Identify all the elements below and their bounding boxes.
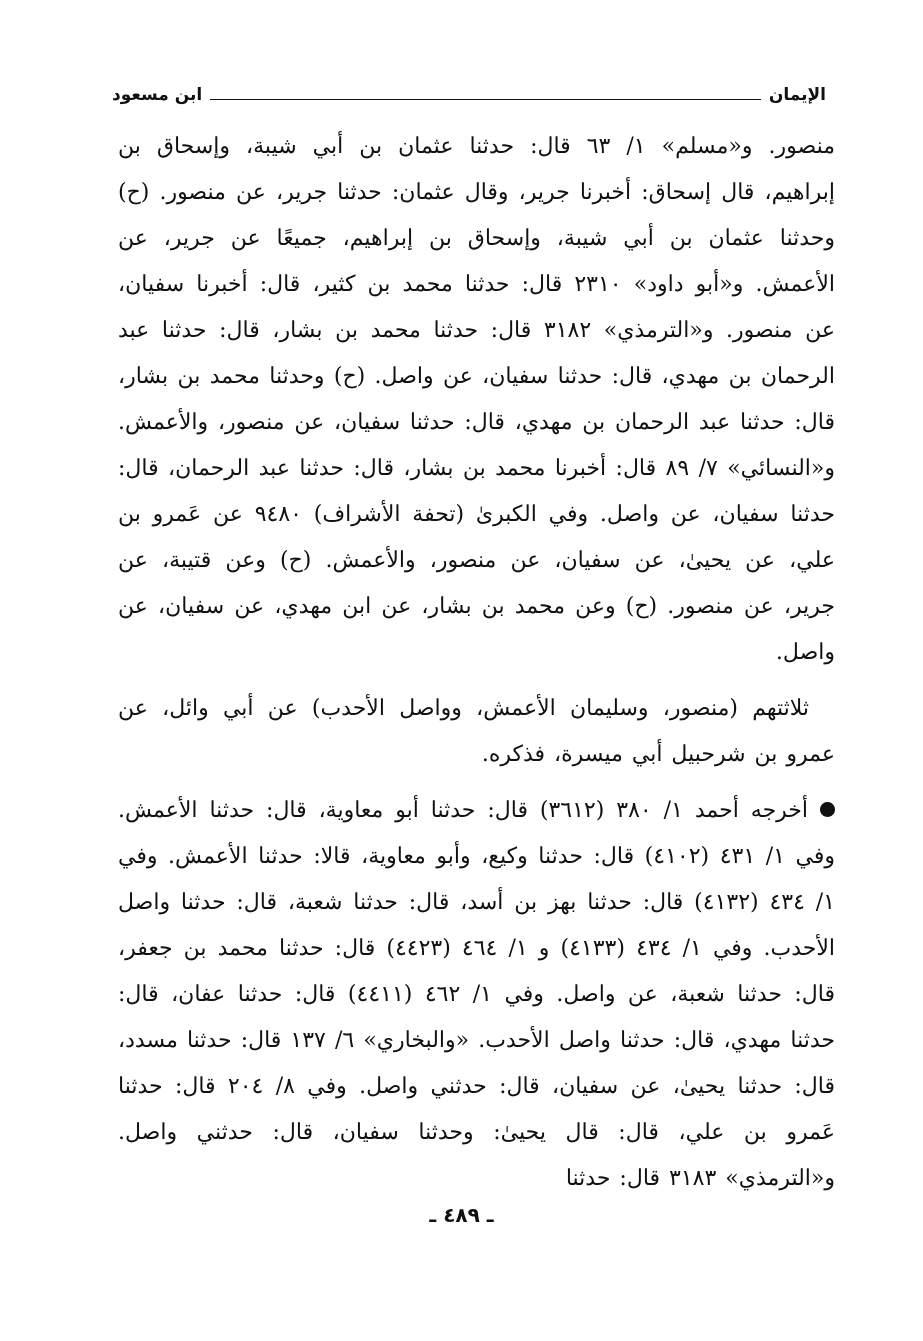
paragraph-ahmad [118, 788, 835, 1202]
paragraph-ahmad-text: أخرجه أحمد ١/ ٣٨٠ (٣٦١٢) قال: حدثنا أبو معاوية، قال: حدثنا الأعمش. وفي ١/ ٤٣١ (٤١٠٢) قال: حدثنا وكيع، وأبو معاوية، قالا: حدثنا الأعمش. وفي ١/ ٤٣٤ (٤١٣٢) قال: حدثنا بهز بن أسد، قال: حدثنا شعبة، قال: حدثنا واصل الأحدب. وفي ١/ ٤٣٤ (٤١٣٣) و ١/ ٤٦٤ (٤٤٢٣) قال: حدثنا محمد بن جعفر، قال: حدثنا شعبة، عن واصل. وفي ١/ ٤٦٢ (٤٤١١) قال: حدثنا عفان، قال: حدثنا مهدي، قال: حدثنا واصل الأحدب. «والبخاري» ٦/ ١٣٧ قال: حدثنا مسدد، قال: حدثنا يحيىٰ، عن سفيان، قال: حدثني واصل. وفي ٨/ ٢٠٤ قال: حدثنا عَمرو بن علي، قال: قال يحيىٰ: وحدثنا سفيان، قال: حدثني واصل. و«الترمذي» ٣١٨٣ قال: حدثنا [118, 798, 836, 1191]
chapter-title: الإيمان [768, 85, 826, 105]
header-rule [210, 99, 761, 100]
paragraph-takhrij-continued: منصور. و«مسلم» ١/ ٦٣ قال: حدثنا عثمان بن أبي شيبة، وإسحاق بن إبراهيم، قال إسحاق: أخبرنا جرير، وقال عثمان: حدثنا جرير، عن منصور. (ح) وحدثنا عثمان بن أبي شيبة، وإسحاق بن إبراهيم، جميعًا عن جرير، عن الأعمش. و«أبو داود» ٢٣١٠ قال: حدثنا محمد بن كثير، قال: أخبرنا سفيان، عن منصور. و«الترمذي» ٣١٨٢ قال: حدثنا محمد بن بشار، قال: حدثنا عبد الرحمان بن مهدي، قال: حدثنا سفيان، عن واصل. (ح) وحدثنا محمد بن بشار، قال: حدثنا عبد الرحمان بن مهدي، قال: حدثنا سفيان، عن منصور، والأعمش. و«النسائي» ٧/ ٨٩ قال: أخبرنا محمد بن بشار، قال: حدثنا عبد الرحمان، قال: حدثنا سفيان، عن واصل. وفي الكبرىٰ (تحفة الأشراف) ٩٤٨٠ عن عَمرو بن علي، عن يحيىٰ، عن سفيان، عن منصور، والأعمش. (ح) وعن قتيبة، عن جرير، عن منصور. (ح) وعن محمد بن بشار، عن ابن مهدي، عن سفيان، عن واصل. [118, 134, 836, 665]
page-number: ـ ٤٨٩ ـ [429, 1203, 494, 1227]
section-author: ابن مسعود [112, 85, 203, 105]
running-header [112, 78, 826, 112]
body-text [118, 124, 835, 1202]
bullet-icon [820, 802, 835, 817]
paragraph-summary: ثلاثتهم (منصور، وسليمان الأعمش، وواصل الأحدب) عن أبي وائل، عن عمرو بن شرحبيل أبي ميسرة، فذكره. [118, 696, 835, 767]
